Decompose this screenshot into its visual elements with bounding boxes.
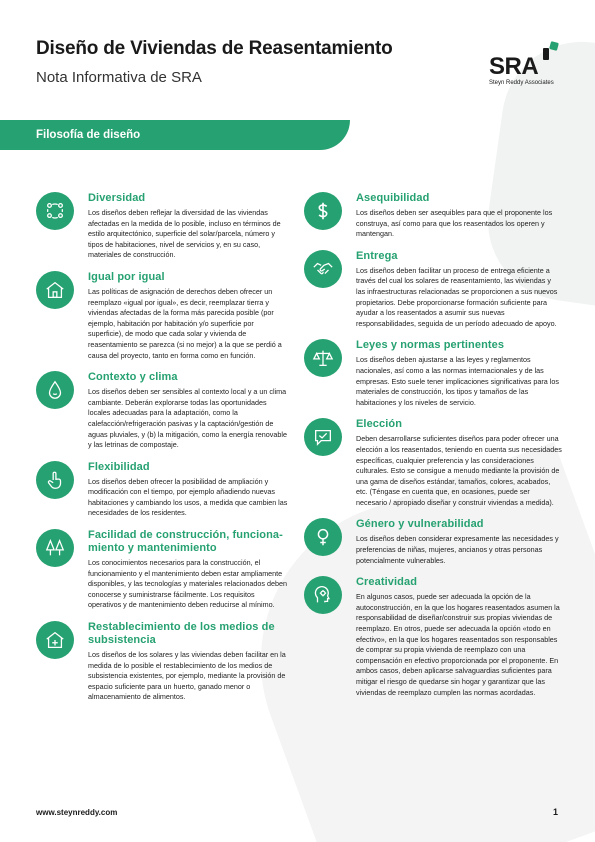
footer-url[interactable]: www.steynreddy.com bbox=[36, 808, 118, 817]
principle-body: Los diseños deben ajustarse a las leyes y reglamentos nacionales, así como a las normas internacionales y de las empresas. Esto suele tener implicaciones significativas para los materiales de construcción, los tipos y tamaños de las habitaciones y los niveles de servicio. bbox=[356, 355, 559, 407]
principle-title: Elección bbox=[356, 418, 403, 431]
page-subtitle: Nota Informativa de SRA bbox=[36, 69, 202, 86]
principle-body: Los diseños deben facilitar un proceso de entrega eficiente a través del cual los solares de reasentamiento, las viviendas y las infraestructuras relacionadas se proporcionen a sus nuevos propietarios. Debe proporcionarse formación suficiente para ayudar a los reasentados a asumir sus nuevas responsabilidades, seguida de un período adecuado de apoyo. bbox=[356, 265, 558, 328]
principle-title: Facilidad de construcción, funciona-miento y mantenimiento bbox=[88, 529, 283, 555]
logo-subtext: Steyn Reddy Associates bbox=[489, 80, 554, 86]
principle-title: Asequibilidad bbox=[356, 192, 430, 204]
right-column bbox=[304, 192, 562, 708]
principle-title: Leyes y normas pertinentes bbox=[356, 339, 505, 352]
handshake-icon bbox=[304, 250, 342, 288]
principle-title: Diversidad bbox=[88, 192, 146, 204]
principle-body: Los diseños deben considerar expresamente las necesidades y preferencias de niñas, mujeres, ancianos y otras personas potencialmente vulnerables. bbox=[356, 534, 559, 565]
people-cycle-icon bbox=[36, 192, 74, 230]
principle-title: Creatividad bbox=[356, 576, 418, 589]
principle-leyes-normas bbox=[304, 339, 562, 408]
hand-pointer-icon bbox=[36, 461, 74, 499]
principle-body: Deben desarrollarse suficientes diseños para poder ofrecer una elección a los reasentados, teniendo en cuenta sus necesidades específicas, cualquier preferencia y las consideraciones culturales. Esto se consigue a menudo mediante la provisión de una gama de diseños estándar, tamaños, colores, acabados, etc. (Téngase en cuenta que, en ocasiones, puede ser necesario / apropiado diseñar y construir viviendas a medida). bbox=[356, 434, 562, 507]
principle-creatividad bbox=[304, 576, 562, 698]
logo-mark-icon bbox=[541, 40, 561, 64]
principle-body: Los diseños deben ser asequibles para que el proponente los construya, así como para que los reasentados los operen y mantengan. bbox=[356, 208, 553, 239]
house-icon bbox=[36, 271, 74, 309]
principle-title: Género y vulnerabilidad bbox=[356, 518, 484, 531]
principle-facilidad-construccion bbox=[36, 529, 288, 611]
page-number: 1 bbox=[552, 807, 558, 817]
principle-body: Las políticas de asignación de derechos deben ofrecer un reemplazo «igual por igual», es decir, reemplazar tierra y viviendas afectadas de la forma más parecida posible (por ejemplo, habitación por habitación y/o superficie por superficie), de modo que cada solar y vivienda de reasentamiento se parezca (si no mejor) a la que se perdió a causa del proyecto, tanto en forma como en función. bbox=[88, 286, 282, 360]
chat-check-icon bbox=[304, 418, 342, 456]
principle-body: Los diseños deben ser sensibles al contexto local y a un clima cambiante. Deberán explorarse todas las oportunidades locales adecuadas para la adaptación, como la calefacción/refrigeración pasivas y la captación/gestión de aguas pluviales, y (b) la mitigación, como la energía renovable y las letrinas de compostaje. bbox=[88, 387, 287, 450]
principle-body: Los diseños deben reflejar la diversidad de las viviendas afectadas en la medida de lo posible, incluso en términos de estilo arquitectónico, superficie del solar/parcela, número y tipos de habitaciones, nivel de servicios y, en su caso, materiales de construcción. bbox=[88, 208, 281, 260]
left-column bbox=[36, 192, 288, 713]
principle-body: En algunos casos, puede ser adecuada la opción de la autoconstrucción, en la que los hogares reasentados asumen la responsabilidad de diseñar/construir sus propias viviendas de reemplazo. En otros, puede ser adecuada la opción «todo en efectivo», en la que los hogares reasentados son responsables de comprar su propia vivienda de reemplazo con una compensación en efectivo proporcionada por el proponente. En ambos casos, deben aplicarse salvaguardias suficientes para mitigar el riesgo de quedarse sin hogar y garantizar que las viviendas de reemplazo cumplen las normas acordadas. bbox=[356, 592, 560, 697]
sra-logo bbox=[489, 40, 569, 90]
principle-medios-subsistencia bbox=[36, 621, 288, 703]
leaf-drop-icon bbox=[36, 371, 74, 409]
principle-eleccion bbox=[304, 418, 562, 508]
section-banner: Filosofía de diseño bbox=[0, 120, 350, 150]
principle-flexibilidad bbox=[36, 461, 288, 519]
principle-diversidad bbox=[36, 192, 288, 261]
principle-body: Los diseños de los solares y las viviendas deben facilitar en la medida de lo posible el restablecimiento de los medios de subsistencia existentes, por ejemplo, mediante la provisión de espacio suficiente para un huerto, ganado menor o almacenamiento de alimentos. bbox=[88, 650, 286, 702]
principle-entrega bbox=[304, 250, 562, 330]
dollar-icon bbox=[304, 192, 342, 230]
principle-body: Los diseños deben ofrecer la posibilidad de ampliación y modificación con el tiempo, por ejemplo añadiendo nuevas habitaciones y cambiando los usos, a medida que cambien las necesidades de los residentes. bbox=[88, 476, 288, 518]
female-icon bbox=[304, 518, 342, 556]
scales-icon bbox=[304, 339, 342, 377]
home-plus-icon bbox=[36, 621, 74, 659]
head-gear-icon bbox=[304, 576, 342, 614]
principle-title: Contexto y clima bbox=[88, 371, 178, 384]
header bbox=[36, 38, 393, 86]
principle-igual-por-igual bbox=[36, 271, 288, 361]
logo-text: SRA bbox=[489, 53, 539, 80]
principle-genero-vulnerabilidad bbox=[304, 518, 562, 566]
principle-title: Flexibilidad bbox=[88, 460, 150, 473]
page-title: Diseño de Viviendas de Reasentamiento bbox=[36, 38, 393, 59]
principle-title: Igual por igual bbox=[88, 270, 165, 283]
principle-asequibilidad bbox=[304, 192, 562, 240]
principle-title: Restablecimiento de los medios de subsistencia bbox=[88, 621, 275, 647]
principle-contexto-clima bbox=[36, 371, 288, 451]
principle-body: Los conocimientos necesarios para la construcción, el funcionamiento y el mantenimiento deben estar ampliamente disponibles, y las tecnologías y materiales relacionados deben conocerse y suministrarse fácilmente. Los requisitos operativos y de mantenimiento deben reducirse al mínimo. bbox=[88, 558, 287, 610]
trees-icon bbox=[36, 529, 74, 567]
principle-title: Entrega bbox=[356, 249, 398, 262]
